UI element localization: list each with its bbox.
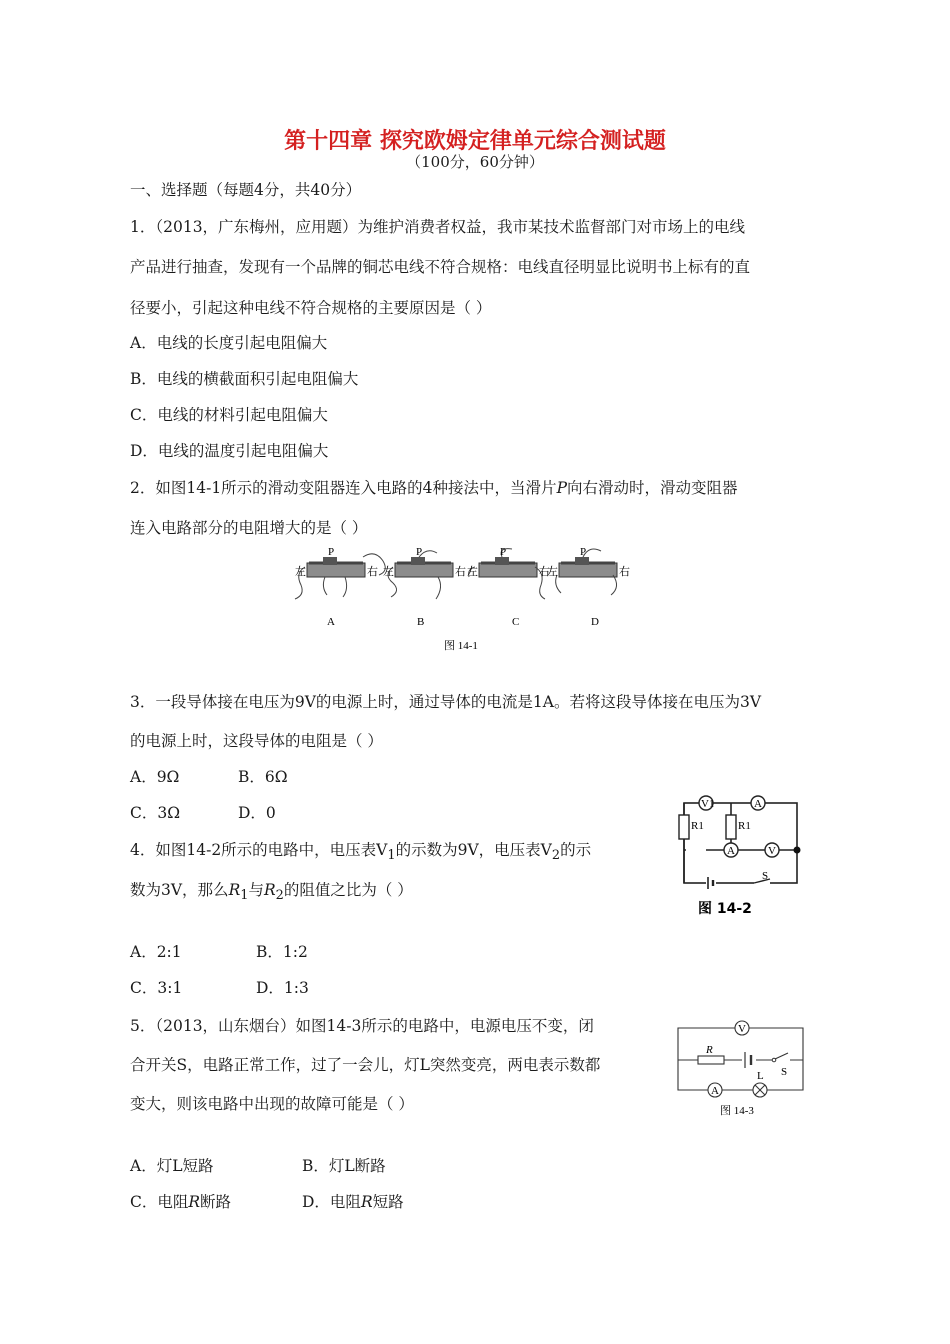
rheostat-b [383,546,466,599]
left-label-a: 左 [295,566,306,578]
q4-r2-var: R [263,881,276,899]
fig3-s-label: S [781,1066,788,1078]
q2-slider-var: P [556,479,567,497]
fig-14-1-label-a: A [327,616,335,628]
q2-line2: 连入电路部分的电阻增大的是（ ） [130,519,368,537]
r2-label: R1 [738,820,751,832]
right-label-c: 右 [539,566,550,578]
q2-line1-post: 向右滑动时，滑动变阻器 [567,479,738,497]
left-label-d: 左 [547,566,558,578]
q4-line2 [130,878,413,903]
slider-label-a: P [328,546,335,558]
fig3-l-label: L [757,1070,764,1082]
q2-line1-pre: 2．如图14-1所示的滑动变阻器连入电路的4种接法中，当滑片 [130,479,557,497]
fig-14-1-label-c: C [512,616,520,628]
resistor-r1 [679,815,704,839]
q5-option-a: A．灯L短路 [130,1157,214,1175]
q4-line2-b: 与 [248,881,264,899]
q5-option-d-post: 短路 [372,1193,404,1211]
fig3-a-label: A [711,1085,719,1097]
s-label: S [762,870,769,882]
q4-v1-sub: 1 [387,848,396,864]
fig-14-3-caption: 图 14-3 [720,1105,754,1117]
slider-label-c: P [500,546,507,558]
q1-option-a: A．电线的长度引起电阻偏大 [130,334,328,352]
voltmeter-v2 [765,843,779,857]
q1-option-d: D．电线的温度引起电阻偏大 [130,442,329,460]
lamp-l [753,1070,767,1097]
q1-line1: 1．（2013，广东梅州，应用题）为维护消费者权益，我市某技术监督部门对市场上的电线 [130,218,746,236]
v2-label: V [768,845,776,857]
q4-line1-b: 的示数为9V，电压表V [395,841,552,859]
fig3-r-label: R [706,1044,713,1056]
q5-option-d [302,1190,404,1212]
voltmeter [735,1021,749,1035]
q1-line2: 产品进行抽查，发现有一个品牌的铜芯电线不符合规格：电线直径明显比说明书上标有的直 [130,258,751,276]
page-subtitle: （100分，60分钟） [406,153,544,171]
switch-s [772,1053,790,1078]
q5-option-c-pre: C．电阻 [130,1193,189,1211]
q3-option-a: A．9Ω [130,768,180,786]
rheostat-d [547,546,630,595]
q5-option-b: B．灯L断路 [302,1157,386,1175]
r1-label: R1 [691,820,704,832]
fig-14-1-caption: 图 14-1 [444,640,478,652]
q4-option-d: D．1:3 [256,979,309,997]
q4-line2-a: 数为3V，那么 [130,881,229,899]
right-label-b: 右 [455,566,466,578]
rheostat-a [295,546,385,599]
q1-option-b: B．电线的横截面积引起电阻偏大 [130,370,359,388]
ammeter-top [751,796,765,810]
a1-label: A [754,798,762,810]
q5-option-c-post: 断路 [200,1193,232,1211]
resistor-r [698,1044,724,1064]
q3-line1: 3．一段导体接在电压为9V的电源上时，通过导体的电流是1A。若将这段导体接在电压为3V [130,693,762,711]
q4-line1-c: 的示 [560,841,592,859]
q5-option-c [130,1190,231,1212]
q4-option-c: C．3:1 [130,979,183,997]
voltmeter-v1 [699,796,714,810]
ammeter-mid [724,843,738,857]
page-title: 第十四章 探究欧姆定律单元综合测试题 [284,129,666,154]
q5-option-d-pre: D．电阻 [302,1193,361,1211]
battery [706,877,716,889]
q3-option-b: B．6Ω [238,768,288,786]
left-label-c: 左 [467,566,478,578]
q5-line2: 合开关S，电路正常工作，过了一会儿，灯L突然变亮，两电表示数都 [130,1056,601,1074]
resistor-r2 [726,815,751,839]
q5-option-d-var: R [360,1193,373,1211]
q4-r1-var: R [228,881,241,899]
q4-line1 [130,838,591,863]
q4-option-b: B．1:2 [256,943,308,961]
q1-line3: 径要小，引起这种电线不符合规格的主要原因是（ ） [130,299,492,317]
q4-line2-c: 的阻值之比为（ ） [283,881,413,899]
q4-line1-a: 4．如图14-2所示的电路中，电压表V [130,841,388,859]
q4-r2-sub: 2 [275,888,284,904]
ammeter [708,1083,722,1097]
q4-v2-sub: 2 [551,848,561,864]
q5-line3: 变大，则该电路中出现的故障可能是（ ） [130,1095,414,1113]
fig-14-2-caption: 图 14-2 [698,901,752,917]
slider-label-b: P [416,546,423,558]
right-label-d: 右 [619,566,630,578]
fig3-v-label: V [738,1023,746,1035]
fig-14-1-label-b: B [417,616,425,628]
battery [742,1052,756,1068]
left-label-b: 左 [383,566,394,578]
q3-option-d: D．0 [238,804,276,822]
v1-label: V1 [701,798,715,810]
q3-option-c: C．3Ω [130,804,181,822]
q5-line1: 5．（2013，山东烟台）如图14-3所示的电路中，电源电压不变，闭 [130,1017,594,1035]
slider-label-d: P [580,546,587,558]
q4-r1-sub: 1 [240,888,249,904]
q1-option-c: C．电线的材料引起电阻偏大 [130,406,328,424]
switch-s [754,870,770,886]
fig-14-1-label-d: D [591,616,599,628]
section-heading: 一、选择题（每题4分，共40分） [130,181,362,199]
q3-line2: 的电源上时，这段导体的电阻是（ ） [130,732,383,750]
a2-label: A [727,845,735,857]
q5-option-c-var: R [188,1193,201,1211]
figure-14-2 [676,795,816,925]
rheostat-c [467,546,550,599]
q4-option-a: A．2:1 [130,943,182,961]
q2-line1 [130,476,738,498]
right-label-a: 右 [367,566,378,578]
figure-14-1 [295,545,630,655]
figure-14-3 [670,1018,820,1120]
